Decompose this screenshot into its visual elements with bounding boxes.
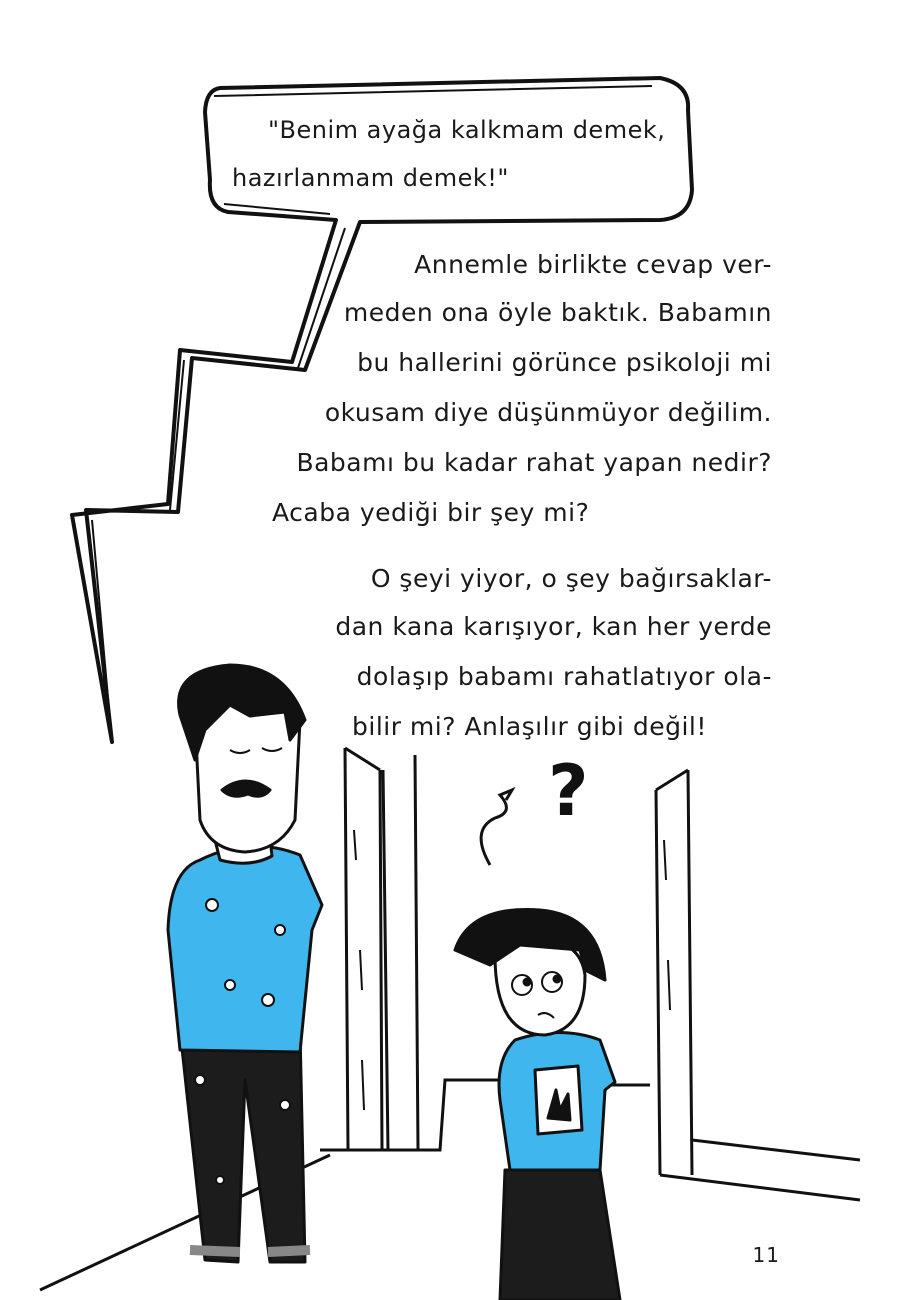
paragraph-2-line-1: O şeyi yiyor, o şey bağırsaklar- [370,564,772,593]
paragraph-2-line-4: bilir mi? Anlaşılır gibi değil! [352,712,707,741]
paragraph-1-line-6: Acaba yediği bir şey mi? [272,498,590,527]
paragraph-1-line-3: bu hallerini görünce psikoloji mi [357,348,772,377]
page-number: 11 [752,1243,780,1267]
boy-figure [455,910,620,1300]
paragraph-2-line-2: dan kana karışıyor, kan her yerde [335,612,772,641]
confusion-arrow-icon [481,790,512,865]
question-mark-icon: ? [548,750,589,832]
speech-bubble-line-1: "Benim ayağa kalkmam demek, [268,116,666,144]
speech-bubble-line-2: hazırlanmam demek!" [232,164,509,192]
paragraph-1-line-1: Annemle birlikte cevap ver- [414,250,772,279]
paragraph-2-line-3: dolaşıp babamı rahatlatıyor ola- [356,662,772,691]
paragraph-1-line-5: Babamı bu kadar rahat yapan nedir? [296,448,772,477]
father-figure [168,665,322,1262]
paragraph-1-line-4: okusam diye düşünmüyor değilim. [324,398,772,427]
room-background [40,748,860,1290]
paragraph-1-line-2: meden ona öyle baktık. Babamın [343,298,772,327]
